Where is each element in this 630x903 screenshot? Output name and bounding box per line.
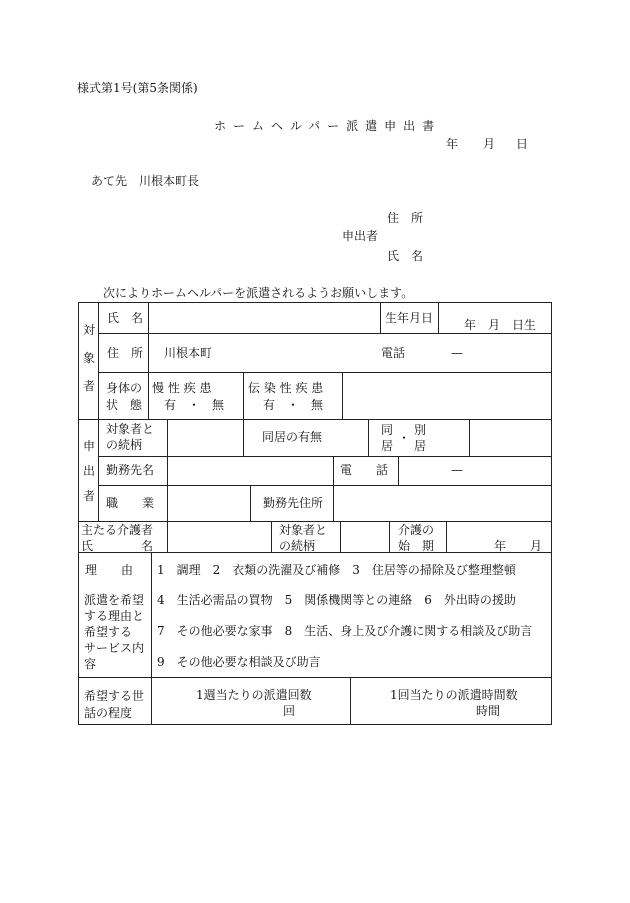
service-label: 希望する — [84, 625, 133, 639]
cohabit-dot: ・ — [398, 431, 411, 445]
addressee: あて先 川根本町長 — [91, 174, 200, 188]
caregiver-label: 氏 名 — [81, 539, 154, 553]
chronic-disease-label: 慢 性 疾 患 — [152, 381, 212, 395]
date-day-label: 日 — [516, 137, 529, 151]
cohabit-option-separate: 別 — [414, 423, 427, 437]
subject-phone-value: — — [451, 346, 463, 360]
date-year-label: 年 — [446, 137, 459, 151]
care-start-value: 年 月 — [494, 539, 543, 553]
form-number: 様式第1号(第5条関係) — [77, 81, 198, 95]
requester-phone-value: — — [451, 463, 463, 477]
applicant-address-label: 住 所 — [387, 211, 424, 225]
workplace-name-label: 勤務先名 — [106, 463, 155, 477]
caregiver-relation-label: の続柄 — [279, 539, 316, 553]
service-label: 派遣を希望 — [84, 593, 145, 607]
cohabit-option-separate: 居 — [414, 439, 427, 453]
care-start-label: 始 期 — [398, 539, 435, 553]
requester-relation-label: 対象者と — [106, 422, 155, 436]
service-label: サービス内 — [84, 641, 145, 655]
subject-name-label: 氏 名 — [107, 311, 144, 325]
subject-address-value: 川根本町 — [164, 346, 213, 360]
per-visit-hours-label: 1回当たりの派遣時間数 — [390, 688, 518, 702]
infectious-disease-options[interactable]: 有 ・ 無 — [263, 398, 324, 412]
requester-group-char: 申 — [83, 439, 96, 453]
subject-body-label: 状 態 — [106, 398, 143, 412]
subject-group-char: 対 — [83, 323, 96, 337]
subject-address-label: 住 所 — [107, 346, 144, 360]
service-option-line: 4 生活必需品の買物 5 関係機関等との連絡 6 外出時の援助 — [157, 593, 516, 607]
cohabit-label: 同居の有無 — [262, 430, 323, 444]
service-option-line: 1 調理 2 衣類の洗濯及び補修 3 住居等の掃除及び整理整頓 — [157, 563, 516, 577]
degree-label: 希望する世 — [84, 689, 145, 703]
service-label: 容 — [84, 657, 97, 671]
applicant-label: 申出者 — [342, 229, 379, 243]
subject-group-char: 者 — [83, 379, 96, 393]
subject-dob-value: 年 月 日生 — [464, 318, 537, 332]
date-month-label: 月 — [483, 137, 496, 151]
weekly-visits-unit: 回 — [283, 704, 296, 718]
chronic-disease-options[interactable]: 有 ・ 無 — [164, 398, 225, 412]
applicant-name-label: 氏 名 — [387, 249, 424, 263]
infectious-disease-label: 伝 染 性 疾 患 — [248, 381, 324, 395]
requester-relation-label: の続柄 — [106, 438, 143, 452]
care-start-label: 介護の — [398, 523, 435, 537]
job-label: 職 業 — [106, 496, 155, 510]
weekly-visits-label: 1週当たりの派遣回数 — [196, 688, 312, 702]
service-label: する理由と — [84, 609, 145, 623]
subject-body-label: 身体の — [106, 381, 143, 395]
cohabit-option-same: 同 — [381, 423, 394, 437]
caregiver-relation-label: 対象者と — [279, 523, 328, 537]
service-option-line: 9 その他必要な相談及び助言 — [157, 655, 321, 669]
requester-group-char: 者 — [83, 489, 96, 503]
caregiver-label: 主たる介護者 — [81, 523, 154, 537]
cohabit-option-same: 居 — [381, 439, 394, 453]
subject-group-char: 象 — [83, 351, 96, 365]
requester-phone-label: 電 話 — [340, 463, 389, 477]
subject-dob-label: 生年月日 — [385, 311, 434, 325]
service-option-line: 7 その他必要な家事 8 生活、身上及び介護に関する相談及び助言 — [157, 624, 533, 638]
page-title: ホームヘルパー派遣申出書 — [214, 119, 442, 133]
reason-label: 理 由 — [85, 563, 134, 577]
subject-phone-label: 電話 — [381, 346, 406, 360]
degree-label: 話の程度 — [84, 706, 133, 720]
requester-group-char: 出 — [83, 464, 96, 478]
per-visit-hours-unit: 時間 — [476, 704, 501, 718]
workplace-address-label: 勤務先住所 — [263, 496, 324, 510]
intro-text: 次によりホームヘルパーを派遣されるようお願いします。 — [103, 286, 414, 300]
